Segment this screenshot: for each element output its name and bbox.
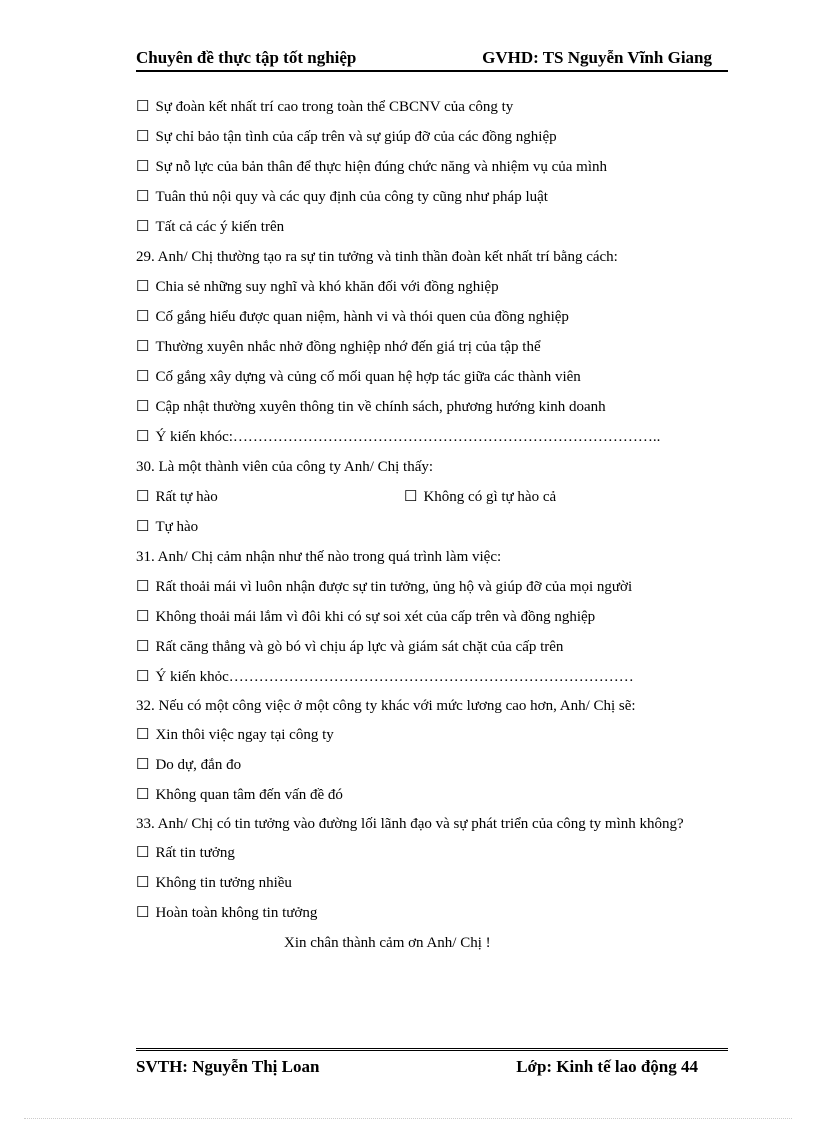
checkbox-icon[interactable]: ☐ xyxy=(404,489,418,505)
question-31: 31. Anh/ Chị cảm nhận như thế nào trong quá trình làm việc: xyxy=(136,549,502,565)
checkbox-icon[interactable]: ☐ xyxy=(136,339,150,355)
option-item: ☐ Không có gì tự hào cả xyxy=(404,482,556,512)
question-33: 33. Anh/ Chị có tin tưởng vào đường lối lãnh đạo và sự phát triển của công ty mình không? xyxy=(136,816,684,832)
option-item: ☐ Sự đoàn kết nhất trí cao trong toàn thể CBCNV của công ty xyxy=(136,92,728,122)
question-32: 32. Nếu có một công việc ở một công ty khác với mức lương cao hơn, Anh/ Chị sẽ: xyxy=(136,698,636,714)
option-item: ☐ Tất cả các ý kiến trên xyxy=(136,212,728,242)
checkbox-icon[interactable]: ☐ xyxy=(136,369,150,385)
option-item: ☐ Xin thôi việc ngay tại công ty xyxy=(136,720,728,750)
option-item-other: ☐ Ý kiến khóc:………………………………………………………………………….. xyxy=(136,422,728,452)
checkbox-icon[interactable]: ☐ xyxy=(136,875,150,891)
page-footer xyxy=(136,1048,728,1079)
checkbox-icon[interactable]: ☐ xyxy=(136,727,150,743)
option-item: ☐ Rất thoải mái vì luôn nhận được sự tin tưởng, ủng hộ và giúp đỡ của mọi người xyxy=(136,572,728,602)
checkbox-icon[interactable]: ☐ xyxy=(136,489,150,505)
header-supervisor: GVHD: TS Nguyễn Vĩnh Giang xyxy=(482,48,712,67)
checkbox-icon[interactable]: ☐ xyxy=(136,279,150,295)
option-item: ☐ Sự nỗ lực của bản thân để thực hiện đúng chức năng và nhiệm vụ của mình xyxy=(136,152,728,182)
checkbox-icon[interactable]: ☐ xyxy=(136,309,150,325)
option-item: ☐ Cập nhật thường xuyên thông tin về chính sách, phương hướng kinh doanh xyxy=(136,392,728,422)
survey-body xyxy=(136,92,728,958)
checkbox-icon[interactable]: ☐ xyxy=(136,399,150,415)
checkbox-icon[interactable]: ☐ xyxy=(136,99,150,115)
checkbox-icon[interactable]: ☐ xyxy=(136,905,150,921)
option-item: ☐ Tự hào xyxy=(136,512,728,542)
option-item: ☐ Không thoải mái lắm vì đôi khi có sự soi xét của cấp trên và đồng nghiệp xyxy=(136,602,728,632)
checkbox-icon[interactable]: ☐ xyxy=(136,669,150,685)
checkbox-icon[interactable]: ☐ xyxy=(136,159,150,175)
option-row xyxy=(136,482,728,512)
checkbox-icon[interactable]: ☐ xyxy=(136,787,150,803)
closing-thanks: Xin chân thành cảm ơn Anh/ Chị ! xyxy=(284,935,491,951)
option-item: ☐ Không tin tưởng nhiều xyxy=(136,868,728,898)
checkbox-icon[interactable]: ☐ xyxy=(136,219,150,235)
question-29: 29. Anh/ Chị thường tạo ra sự tin tưởng và tinh thần đoàn kết nhất trí bằng cách: xyxy=(136,249,618,265)
question-30: 30. Là một thành viên của công ty Anh/ Chị thấy: xyxy=(136,459,434,475)
option-item-other: ☐ Ý kiến khỏc……………………………………………………………………… xyxy=(136,662,728,692)
option-item: ☐ Rất tự hào xyxy=(136,482,218,512)
option-item: ☐ Cố gắng xây dựng và củng cố mối quan hệ hợp tác giữa các thành viên xyxy=(136,362,728,392)
footer-class: Lớp: Kinh tế lao động 44 xyxy=(516,1057,698,1076)
option-item: ☐ Do dự, đắn đo xyxy=(136,750,728,780)
option-item: ☐ Tuân thủ nội quy và các quy định của công ty cũng như pháp luật xyxy=(136,182,728,212)
option-item: ☐ Không quan tâm đến vấn đề đó xyxy=(136,780,728,810)
option-item: ☐ Cố gắng hiểu được quan niệm, hành vi và thói quen của đồng nghiệp xyxy=(136,302,728,332)
checkbox-icon[interactable]: ☐ xyxy=(136,129,150,145)
option-item: ☐ Hoàn toàn không tin tưởng xyxy=(136,898,728,928)
checkbox-icon[interactable]: ☐ xyxy=(136,429,150,445)
checkbox-icon[interactable]: ☐ xyxy=(136,845,150,861)
checkbox-icon[interactable]: ☐ xyxy=(136,579,150,595)
footer-student: SVTH: Nguyễn Thị Loan xyxy=(136,1057,320,1076)
checkbox-icon[interactable]: ☐ xyxy=(136,609,150,625)
page-header xyxy=(136,48,728,72)
option-item: ☐ Thường xuyên nhắc nhở đồng nghiệp nhớ đến giá trị của tập thể xyxy=(136,332,728,362)
option-item: ☐ Rất căng thẳng và gò bó vì chịu áp lực và giám sát chặt của cấp trên xyxy=(136,632,728,662)
page-edge-divider xyxy=(24,1118,792,1119)
header-report-title: Chuyên đề thực tập tốt nghiệp xyxy=(136,48,357,67)
option-item: ☐ Chia sẻ những suy nghĩ và khó khăn đối với đồng nghiệp xyxy=(136,272,728,302)
checkbox-icon[interactable]: ☐ xyxy=(136,189,150,205)
option-item: ☐ Sự chỉ bảo tận tình của cấp trên và sự giúp đỡ của các đồng nghiệp xyxy=(136,122,728,152)
checkbox-icon[interactable]: ☐ xyxy=(136,519,150,535)
option-item: ☐ Rất tin tưởng xyxy=(136,838,728,868)
checkbox-icon[interactable]: ☐ xyxy=(136,757,150,773)
checkbox-icon[interactable]: ☐ xyxy=(136,639,150,655)
